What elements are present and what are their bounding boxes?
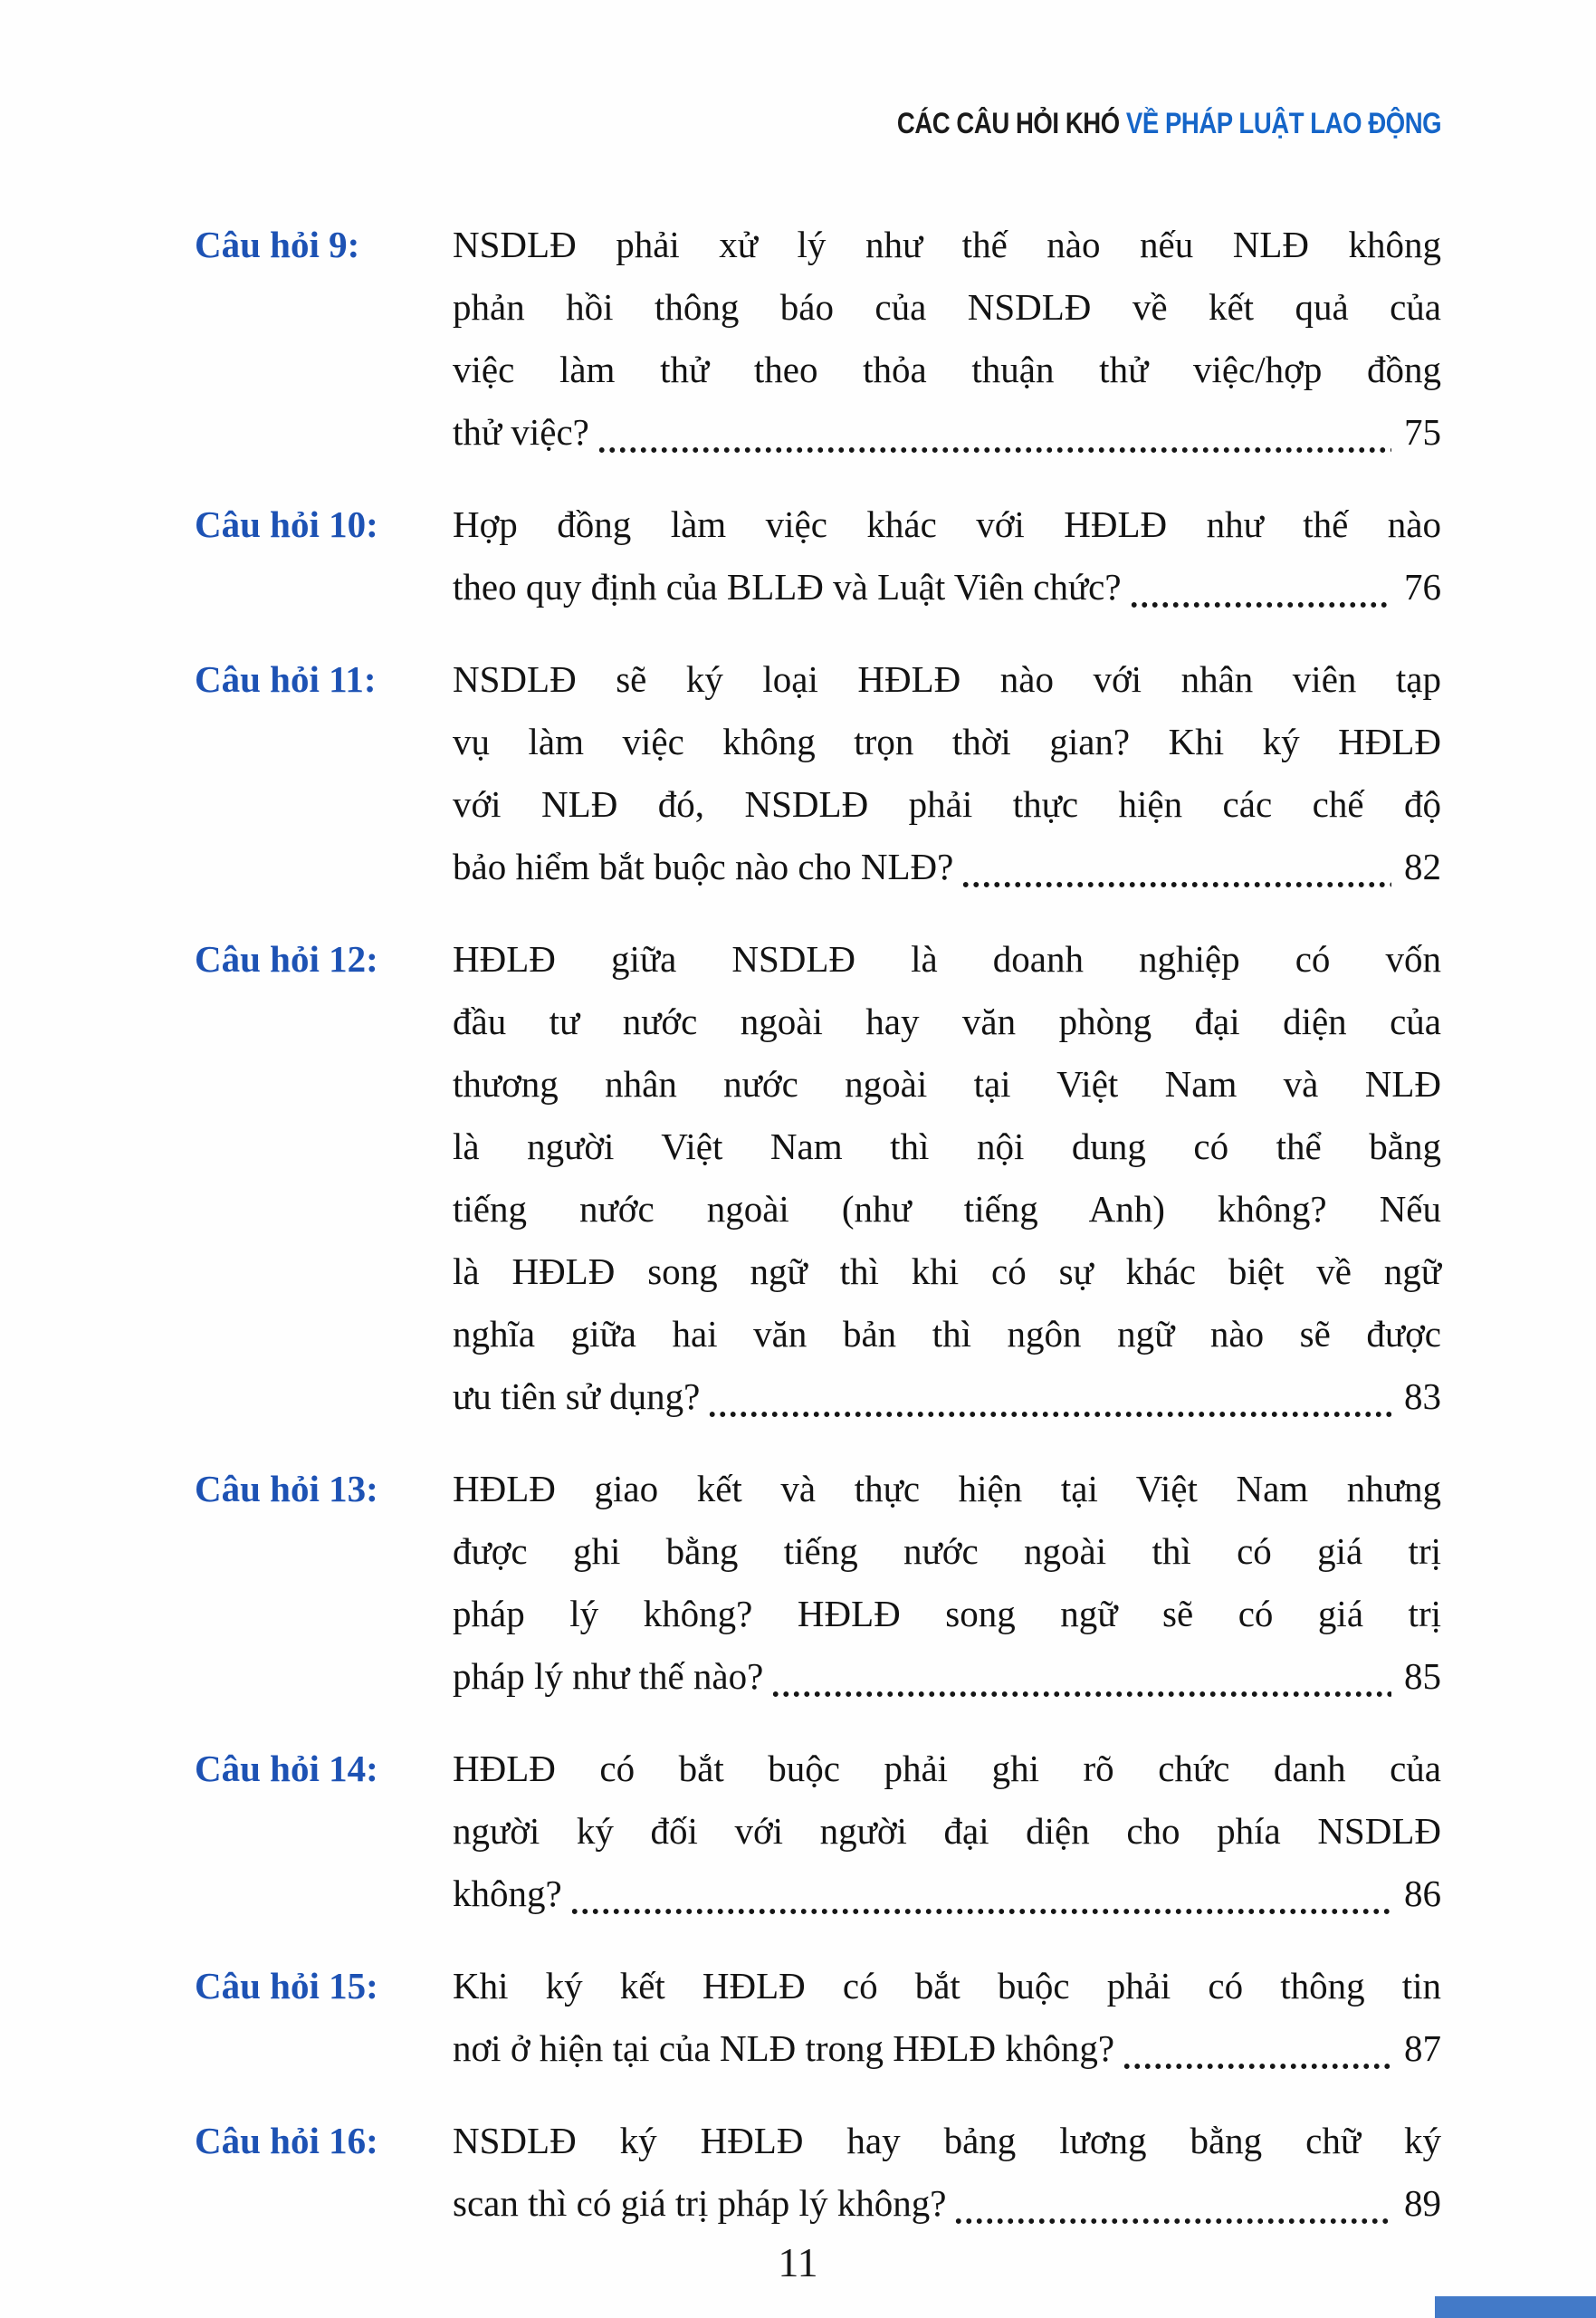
toc-line: HĐLĐ giao kết và thực hiện tại Việt Nam nhưng [453, 1468, 1441, 1509]
toc-last-line [453, 1863, 1441, 1925]
dotted-leader [707, 1410, 1391, 1419]
toc-entry-label: Câu hỏi 14: [195, 1748, 378, 1789]
toc-line: pháp lý không? HĐLĐ song ngữ sẽ có giá trị [453, 1593, 1441, 1634]
toc-last-line [453, 556, 1441, 618]
toc-entry-label: Câu hỏi 16: [195, 2120, 378, 2161]
toc-line: người ký đối với người đại diện cho phía NSDLĐ [453, 1810, 1441, 1852]
toc-entry-text [453, 1738, 1441, 1925]
corner-decoration [1435, 2296, 1596, 2318]
toc-last-line-text: nơi ở hiện tại của NLĐ trong HĐLĐ không? [453, 2027, 1115, 2069]
toc-line: HĐLĐ giữa NSDLĐ là doanh nghiệp có vốn [453, 938, 1441, 980]
toc-line: vụ làm việc không trọn thời gian? Khi ký HĐLĐ [453, 721, 1441, 762]
toc-page-number: 82 [1404, 846, 1441, 887]
toc-entry [195, 2110, 1441, 2235]
toc-line: là người Việt Nam thì nội dung có thể bằng [453, 1125, 1441, 1167]
toc-page-number: 75 [1404, 411, 1441, 453]
toc-entry-text [453, 2110, 1441, 2235]
toc-entry-text [453, 214, 1441, 464]
toc-entry-text [453, 928, 1441, 1428]
toc-last-line-text: pháp lý như thế nào? [453, 1655, 764, 1697]
toc-line: Hợp đồng làm việc khác với HĐLĐ như thế nào [453, 503, 1441, 545]
toc-page-number: 89 [1404, 2182, 1441, 2224]
toc-last-line [453, 2017, 1441, 2080]
toc-line: thương nhân nước ngoài tại Việt Nam và NLĐ [453, 1063, 1441, 1105]
toc-entry-label: Câu hỏi 9: [195, 224, 360, 265]
toc-entry-text [453, 1458, 1441, 1708]
toc-line: được ghi bằng tiếng nước ngoài thì có giá trị [453, 1530, 1441, 1572]
toc-entry [195, 493, 1441, 618]
toc-last-line-text: không? [453, 1873, 562, 1914]
toc-page-number: 87 [1404, 2027, 1441, 2069]
toc-line: với NLĐ đó, NSDLĐ phải thực hiện các chế độ [453, 783, 1441, 825]
toc-line: NSDLĐ sẽ ký loại HĐLĐ nào với nhân viên tạp [453, 658, 1441, 700]
toc-entry [195, 1738, 1441, 1925]
dotted-leader [1129, 600, 1391, 609]
toc-last-line-text: bảo hiểm bắt buộc nào cho NLĐ? [453, 846, 954, 887]
toc-line: tiếng nước ngoài (như tiếng Anh) không? Nếu [453, 1188, 1441, 1230]
toc-entry-label: Câu hỏi 10: [195, 503, 378, 545]
toc-last-line [453, 401, 1441, 464]
toc-line: nghĩa giữa hai văn bản thì ngôn ngữ nào sẽ được [453, 1313, 1441, 1355]
toc-last-line [453, 836, 1441, 898]
toc-line: Khi ký kết HĐLĐ có bắt buộc phải có thông tin [453, 1965, 1441, 2007]
toc-entry-label: Câu hỏi 13: [195, 1468, 378, 1509]
toc-page-number: 85 [1404, 1655, 1441, 1697]
toc-line: việc làm thử theo thỏa thuận thử việc/hợp đồng [453, 349, 1441, 390]
dotted-leader [597, 445, 1391, 455]
toc-entry [195, 1458, 1441, 1708]
toc-entry-label: Câu hỏi 11: [195, 658, 377, 700]
footer-page-number: 11 [778, 2239, 818, 2285]
toc-line: NSDLĐ phải xử lý như thế nào nếu NLĐ không [453, 224, 1441, 265]
dotted-leader [1122, 2062, 1391, 2071]
toc-page-number: 76 [1404, 566, 1441, 608]
toc-line: là HĐLĐ song ngữ thì khi có sự khác biệt về ngữ [453, 1250, 1441, 1292]
toc-last-line [453, 1645, 1441, 1708]
header-title-black: CÁC CÂU HỎI KHÓ [896, 107, 1126, 139]
table-of-contents [195, 214, 1441, 2265]
toc-entry [195, 214, 1441, 464]
toc-last-line-text: scan thì có giá trị pháp lý không? [453, 2182, 947, 2224]
toc-last-line [453, 1365, 1441, 1428]
toc-entry [195, 1955, 1441, 2080]
toc-line: NSDLĐ ký HĐLĐ hay bảng lương bằng chữ ký [453, 2120, 1441, 2161]
toc-entry-text [453, 648, 1441, 898]
toc-last-line [453, 2172, 1441, 2235]
toc-entry-text [453, 493, 1441, 618]
toc-page-number: 83 [1404, 1375, 1441, 1417]
toc-entry-text [453, 1955, 1441, 2080]
dotted-leader [569, 1907, 1391, 1916]
toc-line: phản hồi thông báo của NSDLĐ về kết quả của [453, 286, 1441, 328]
toc-entry [195, 928, 1441, 1428]
toc-entry [195, 648, 1441, 898]
dotted-leader [960, 880, 1391, 889]
toc-line: đầu tư nước ngoài hay văn phòng đại diện của [453, 1001, 1441, 1042]
running-header [808, 107, 1441, 140]
toc-entry-label: Câu hỏi 15: [195, 1965, 378, 2007]
dotted-leader [953, 2217, 1391, 2226]
toc-last-line-text: thử việc? [453, 411, 589, 453]
header-title-blue: VỀ PHÁP LUẬT LAO ĐỘNG [1125, 107, 1441, 139]
dotted-leader [770, 1690, 1391, 1699]
toc-last-line-text: theo quy định của BLLĐ và Luật Viên chức? [453, 566, 1122, 608]
toc-page-number: 86 [1404, 1873, 1441, 1914]
toc-line: HĐLĐ có bắt buộc phải ghi rõ chức danh của [453, 1748, 1441, 1789]
toc-entry-label: Câu hỏi 12: [195, 938, 378, 980]
toc-last-line-text: ưu tiên sử dụng? [453, 1375, 701, 1417]
